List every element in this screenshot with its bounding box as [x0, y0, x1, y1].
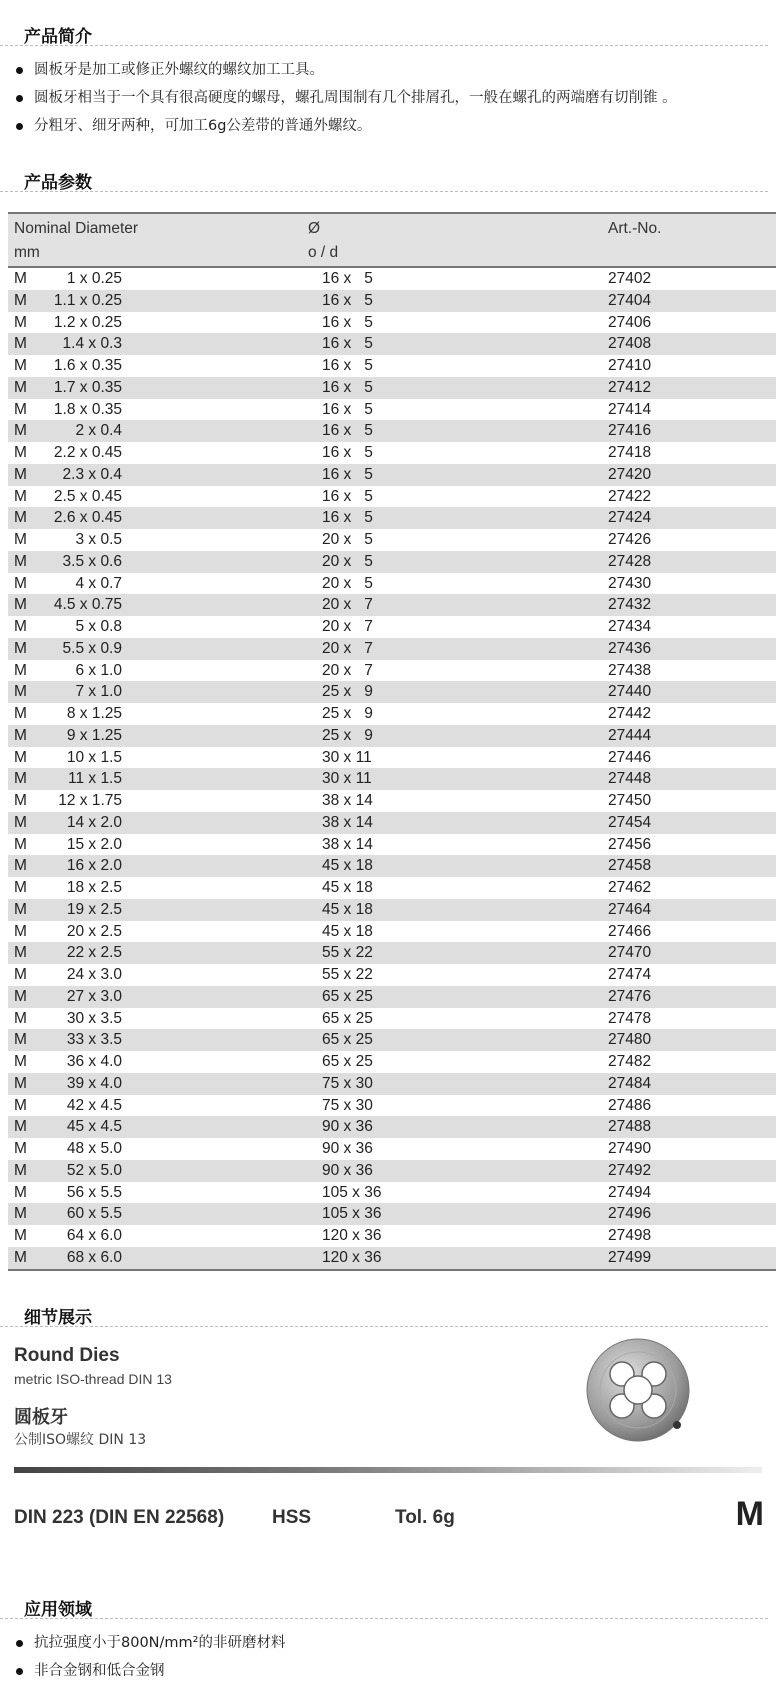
cell-prefix: M	[14, 618, 27, 635]
cell-outer-diameter: 16 x 5	[322, 378, 373, 396]
cell-outer-diameter: 65 x 25	[322, 987, 373, 1005]
cell-art-no: 27482	[608, 1053, 652, 1070]
cell-art-no: 27456	[608, 835, 652, 853]
table-row	[8, 660, 776, 682]
cell-nominal-diameter: 24 x 3.0	[66, 966, 122, 983]
section-title-application: 应用领域	[0, 1573, 768, 1619]
cell-prefix: M	[14, 400, 27, 418]
table-row	[8, 768, 776, 790]
spec-tolerance: Tol. 6g	[395, 1506, 455, 1528]
cell-nominal-diameter: 68 x 6.0	[66, 1248, 122, 1266]
cell-prefix: M	[14, 1074, 27, 1092]
table-row	[8, 268, 776, 290]
detail-panel	[0, 1327, 776, 1577]
cell-prefix: M	[14, 966, 27, 983]
table-row	[8, 899, 776, 921]
cell-nominal-diameter: 2.2 x 0.45	[53, 444, 122, 461]
cell-nominal-diameter: 48 x 5.0	[66, 1140, 122, 1157]
cell-outer-diameter: 120 x 36	[322, 1248, 382, 1266]
cell-nominal-diameter: 15 x 2.0	[66, 835, 122, 853]
table-row	[8, 1095, 776, 1117]
cell-art-no: 27436	[608, 639, 652, 657]
cell-art-no: 27474	[608, 966, 652, 983]
cell-outer-diameter: 20 x 5	[322, 552, 373, 570]
cell-nominal-diameter: 9 x 1.25	[66, 726, 122, 744]
cell-nominal-diameter: 64 x 6.0	[66, 1227, 122, 1244]
intro-bullet: 圆板牙相当于一个具有很高硬度的螺母，螺孔周围制有几个排屑孔，一般在螺孔的两端磨有切削锥 。	[12, 84, 776, 112]
table-row	[8, 1138, 776, 1160]
cell-outer-diameter: 20 x 7	[322, 596, 373, 614]
cell-prefix: M	[14, 1205, 27, 1223]
cell-outer-diameter: 25 x 9	[322, 683, 373, 701]
table-row	[8, 573, 776, 595]
cell-nominal-diameter: 12 x 1.75	[58, 792, 122, 809]
cell-outer-diameter: 16 x 5	[322, 270, 373, 287]
cell-nominal-diameter: 3.5 x 0.6	[62, 552, 122, 570]
cell-art-no: 27414	[608, 400, 652, 418]
cell-nominal-diameter: 27 x 3.0	[66, 987, 122, 1005]
cell-outer-diameter: 30 x 11	[322, 770, 372, 788]
cell-prefix: M	[14, 487, 27, 505]
cell-nominal-diameter: 2.6 x 0.45	[53, 509, 122, 527]
spec-din: DIN 223 (DIN EN 22568)	[14, 1506, 225, 1528]
table-row	[8, 594, 776, 616]
product-sub-en: metric ISO-thread DIN 13	[14, 1370, 172, 1387]
cell-outer-diameter: 16 x 5	[322, 291, 373, 309]
cell-prefix: M	[14, 465, 27, 483]
table-row	[8, 855, 776, 877]
cell-prefix: M	[14, 792, 27, 809]
product-name-cn: 圆板牙	[14, 1406, 68, 1428]
cell-art-no: 27416	[608, 422, 652, 440]
cell-art-no: 27404	[608, 291, 652, 309]
cell-prefix: M	[14, 596, 27, 614]
table-row	[8, 1160, 776, 1182]
cell-art-no: 27464	[608, 900, 652, 918]
cell-art-no: 27446	[608, 748, 652, 766]
cell-prefix: M	[14, 726, 27, 744]
cell-art-no: 27434	[608, 618, 652, 635]
intro-bullet-list	[0, 46, 776, 146]
cell-nominal-diameter: 14 x 2.0	[66, 813, 122, 831]
cell-nominal-diameter: 16 x 2.0	[66, 857, 122, 875]
cell-art-no: 27430	[608, 574, 652, 592]
application-bullet: 非合金钢和低合金钢	[12, 1657, 776, 1685]
section-title-intro: 产品简介	[0, 0, 768, 46]
cell-prefix: M	[14, 1031, 27, 1049]
cell-prefix: M	[14, 922, 27, 940]
cell-nominal-diameter: 22 x 2.5	[66, 944, 122, 962]
header-diameter-symbol: Ø	[308, 220, 321, 237]
cell-nominal-diameter: 1.2 x 0.25	[53, 313, 122, 331]
table-row	[8, 986, 776, 1008]
table-row	[8, 312, 776, 334]
table-row	[8, 877, 776, 899]
round-die-icon	[585, 1337, 691, 1443]
cell-nominal-diameter: 10 x 1.5	[66, 748, 122, 766]
cell-outer-diameter: 90 x 36	[322, 1161, 373, 1179]
table-row	[8, 1116, 776, 1138]
cell-nominal-diameter: 1 x 0.25	[66, 270, 122, 287]
table-row	[8, 616, 776, 638]
cell-nominal-diameter: 6 x 1.0	[75, 661, 122, 679]
detail-section	[0, 1281, 776, 1577]
cell-prefix: M	[14, 313, 27, 331]
table-row	[8, 377, 776, 399]
cell-outer-diameter: 45 x 18	[322, 879, 373, 896]
table-row	[8, 529, 776, 551]
cell-nominal-diameter: 45 x 4.5	[66, 1118, 122, 1136]
cell-art-no: 27462	[608, 879, 652, 896]
table-row	[8, 290, 776, 312]
cell-art-no: 27444	[608, 726, 652, 744]
table-row	[8, 486, 776, 508]
spec-material: HSS	[272, 1506, 312, 1528]
cell-outer-diameter: 16 x 5	[322, 422, 373, 440]
table-row	[8, 964, 776, 986]
table-row	[8, 1051, 776, 1073]
cell-outer-diameter: 38 x 14	[322, 835, 373, 853]
cell-prefix: M	[14, 574, 27, 592]
params-section	[0, 146, 776, 1271]
table-row	[8, 399, 776, 421]
header-unit-mm: mm	[14, 244, 40, 261]
cell-art-no: 27406	[608, 313, 652, 331]
cell-outer-diameter: 65 x 25	[322, 1031, 373, 1049]
cell-prefix: M	[14, 661, 27, 679]
cell-art-no: 27494	[608, 1183, 652, 1201]
cell-nominal-diameter: 4.5 x 0.75	[53, 596, 122, 614]
product-name-en: Round Dies	[14, 1344, 120, 1366]
cell-prefix: M	[14, 422, 27, 440]
cell-prefix: M	[14, 270, 27, 287]
cell-outer-diameter: 45 x 18	[322, 922, 373, 940]
cell-outer-diameter: 16 x 5	[322, 357, 373, 374]
cell-outer-diameter: 90 x 36	[322, 1140, 373, 1157]
table-row	[8, 333, 776, 355]
cell-art-no: 27422	[608, 487, 652, 505]
cell-outer-diameter: 45 x 18	[322, 900, 373, 918]
cell-art-no: 27420	[608, 465, 652, 483]
cell-outer-diameter: 105 x 36	[322, 1205, 382, 1223]
cell-nominal-diameter: 52 x 5.0	[66, 1161, 122, 1179]
table-row	[8, 1008, 776, 1030]
cell-prefix: M	[14, 1053, 27, 1070]
cell-prefix: M	[14, 1248, 27, 1266]
cell-nominal-diameter: 30 x 3.5	[66, 1009, 122, 1027]
cell-prefix: M	[14, 1096, 27, 1114]
intro-bullet: 分粗牙、细牙两种，可加工6g公差带的普通外螺纹。	[12, 112, 776, 140]
cell-outer-diameter: 16 x 5	[322, 487, 373, 505]
cell-nominal-diameter: 8 x 1.25	[66, 705, 122, 722]
cell-outer-diameter: 20 x 7	[322, 661, 373, 679]
cell-art-no: 27484	[608, 1074, 652, 1092]
cell-prefix: M	[14, 291, 27, 309]
cell-prefix: M	[14, 1227, 27, 1244]
cell-nominal-diameter: 4 x 0.7	[75, 574, 122, 592]
table-body	[8, 268, 776, 1269]
cell-prefix: M	[14, 1161, 27, 1179]
cell-outer-diameter: 16 x 5	[322, 465, 373, 483]
cell-art-no: 27499	[608, 1248, 652, 1266]
cell-outer-diameter: 25 x 9	[322, 726, 373, 744]
cell-outer-diameter: 20 x 5	[322, 574, 373, 592]
table-header	[8, 214, 776, 268]
cell-art-no: 27418	[608, 444, 652, 461]
table-row	[8, 725, 776, 747]
table-row	[8, 420, 776, 442]
table-row	[8, 464, 776, 486]
cell-prefix: M	[14, 987, 27, 1005]
cell-outer-diameter: 38 x 14	[322, 813, 373, 831]
cell-art-no: 27428	[608, 552, 652, 570]
cell-outer-diameter: 75 x 30	[322, 1074, 373, 1092]
cell-nominal-diameter: 2.5 x 0.45	[53, 487, 122, 505]
spec-m-symbol: M	[735, 1494, 764, 1533]
intro-section	[0, 0, 776, 146]
cell-prefix: M	[14, 813, 27, 831]
cell-outer-diameter: 20 x 7	[322, 639, 373, 657]
section-title-params: 产品参数	[0, 146, 768, 192]
cell-outer-diameter: 90 x 36	[322, 1118, 373, 1136]
cell-prefix: M	[14, 552, 27, 570]
cell-prefix: M	[14, 835, 27, 853]
header-nominal-diameter: Nominal Diameter	[14, 220, 139, 237]
table-row	[8, 1203, 776, 1225]
header-od: o / d	[308, 244, 339, 261]
table-row	[8, 1029, 776, 1051]
cell-nominal-diameter: 18 x 2.5	[66, 879, 122, 896]
cell-outer-diameter: 105 x 36	[322, 1183, 382, 1201]
table-row	[8, 507, 776, 529]
cell-art-no: 27432	[608, 596, 652, 614]
table-row	[8, 1247, 776, 1269]
cell-outer-diameter: 16 x 5	[322, 444, 373, 461]
cell-prefix: M	[14, 1118, 27, 1136]
cell-outer-diameter: 25 x 9	[322, 705, 373, 722]
cell-art-no: 27450	[608, 792, 652, 809]
cell-nominal-diameter: 60 x 5.5	[66, 1205, 122, 1223]
cell-art-no: 27478	[608, 1009, 652, 1027]
cell-art-no: 27448	[608, 770, 652, 788]
cell-prefix: M	[14, 944, 27, 962]
cell-art-no: 27440	[608, 683, 652, 701]
cell-prefix: M	[14, 639, 27, 657]
application-section	[0, 1573, 776, 1691]
cell-prefix: M	[14, 335, 27, 353]
cell-prefix: M	[14, 857, 27, 875]
cell-nominal-diameter: 36 x 4.0	[66, 1053, 122, 1070]
cell-outer-diameter: 16 x 5	[322, 509, 373, 527]
cell-outer-diameter: 16 x 5	[322, 313, 373, 331]
cell-outer-diameter: 38 x 14	[322, 792, 373, 809]
cell-nominal-diameter: 1.1 x 0.25	[53, 291, 122, 309]
cell-prefix: M	[14, 1009, 27, 1027]
cell-nominal-diameter: 5 x 0.8	[75, 618, 122, 635]
cell-art-no: 27410	[608, 357, 652, 374]
cell-prefix: M	[14, 509, 27, 527]
cell-nominal-diameter: 19 x 2.5	[66, 900, 122, 918]
cell-art-no: 27402	[608, 270, 652, 287]
table-row	[8, 442, 776, 464]
cell-nominal-diameter: 1.7 x 0.35	[53, 378, 122, 396]
cell-art-no: 27476	[608, 987, 652, 1005]
cell-outer-diameter: 16 x 5	[322, 335, 373, 353]
header-art-no: Art.-No.	[608, 220, 662, 237]
table-row	[8, 1182, 776, 1204]
cell-nominal-diameter: 1.4 x 0.3	[62, 335, 122, 353]
cell-art-no: 27438	[608, 661, 652, 679]
table-row	[8, 1073, 776, 1095]
cell-nominal-diameter: 33 x 3.5	[66, 1031, 122, 1049]
cell-outer-diameter: 20 x 7	[322, 618, 373, 635]
cell-art-no: 27442	[608, 705, 652, 722]
table-row	[8, 747, 776, 769]
cell-prefix: M	[14, 879, 27, 896]
application-bullet-list	[0, 1619, 776, 1691]
cell-nominal-diameter: 39 x 4.0	[66, 1074, 122, 1092]
cell-art-no: 27492	[608, 1161, 652, 1179]
cell-art-no: 27490	[608, 1140, 652, 1157]
cell-nominal-diameter: 1.6 x 0.35	[53, 357, 122, 374]
table-row	[8, 790, 776, 812]
cell-nominal-diameter: 3 x 0.5	[75, 531, 122, 548]
cell-outer-diameter: 30 x 11	[322, 748, 372, 766]
table-row	[8, 681, 776, 703]
table-row	[8, 703, 776, 725]
cell-nominal-diameter: 2 x 0.4	[75, 422, 122, 440]
table-row	[8, 942, 776, 964]
cell-outer-diameter: 55 x 22	[322, 944, 373, 962]
cell-outer-diameter: 20 x 5	[322, 531, 373, 548]
cell-nominal-diameter: 42 x 4.5	[66, 1096, 122, 1114]
cell-art-no: 27486	[608, 1096, 652, 1114]
cell-outer-diameter: 75 x 30	[322, 1096, 373, 1114]
cell-art-no: 27496	[608, 1205, 652, 1223]
divider-bar	[14, 1467, 762, 1473]
cell-prefix: M	[14, 357, 27, 374]
params-table	[8, 212, 776, 1271]
cell-outer-diameter: 55 x 22	[322, 966, 373, 983]
intro-bullet: 圆板牙是加工或修正外螺纹的螺纹加工工具。	[12, 56, 776, 84]
cell-art-no: 27498	[608, 1227, 652, 1244]
cell-art-no: 27412	[608, 378, 652, 396]
cell-art-no: 27466	[608, 922, 652, 940]
table-row	[8, 834, 776, 856]
cell-nominal-diameter: 7 x 1.0	[75, 683, 122, 701]
cell-nominal-diameter: 1.8 x 0.35	[53, 400, 122, 418]
application-bullet: 抗拉强度小于800N/mm²的非研磨材料	[12, 1629, 776, 1657]
cell-prefix: M	[14, 378, 27, 396]
cell-outer-diameter: 120 x 36	[322, 1227, 382, 1244]
cell-prefix: M	[14, 683, 27, 701]
table-row	[8, 355, 776, 377]
table-row	[8, 1225, 776, 1247]
table-row	[8, 812, 776, 834]
cell-nominal-diameter: 2.3 x 0.4	[62, 465, 122, 483]
table-row	[8, 551, 776, 573]
cell-outer-diameter: 16 x 5	[322, 400, 373, 418]
cell-art-no: 27488	[608, 1118, 652, 1136]
cell-prefix: M	[14, 770, 27, 788]
cell-art-no: 27424	[608, 509, 652, 527]
cell-outer-diameter: 45 x 18	[322, 857, 373, 875]
cell-nominal-diameter: 5.5 x 0.9	[62, 639, 122, 657]
cell-outer-diameter: 65 x 25	[322, 1053, 373, 1070]
cell-prefix: M	[14, 900, 27, 918]
cell-prefix: M	[14, 705, 27, 722]
cell-art-no: 27470	[608, 944, 652, 962]
product-sub-cn: 公制ISO螺纹 DIN 13	[14, 1431, 147, 1448]
table-row	[8, 921, 776, 943]
cell-nominal-diameter: 11 x 1.5	[67, 770, 122, 788]
cell-prefix: M	[14, 1140, 27, 1157]
cell-prefix: M	[14, 444, 27, 461]
cell-art-no: 27458	[608, 857, 652, 875]
cell-nominal-diameter: 56 x 5.5	[66, 1183, 122, 1201]
cell-prefix: M	[14, 1183, 27, 1201]
cell-art-no: 27454	[608, 813, 652, 831]
cell-prefix: M	[14, 748, 27, 766]
cell-art-no: 27480	[608, 1031, 652, 1049]
cell-art-no: 27426	[608, 531, 652, 548]
cell-nominal-diameter: 20 x 2.5	[66, 922, 122, 940]
table-row	[8, 638, 776, 660]
cell-art-no: 27408	[608, 335, 652, 353]
cell-outer-diameter: 65 x 25	[322, 1009, 373, 1027]
cell-prefix: M	[14, 531, 27, 548]
section-title-detail: 细节展示	[0, 1281, 768, 1327]
